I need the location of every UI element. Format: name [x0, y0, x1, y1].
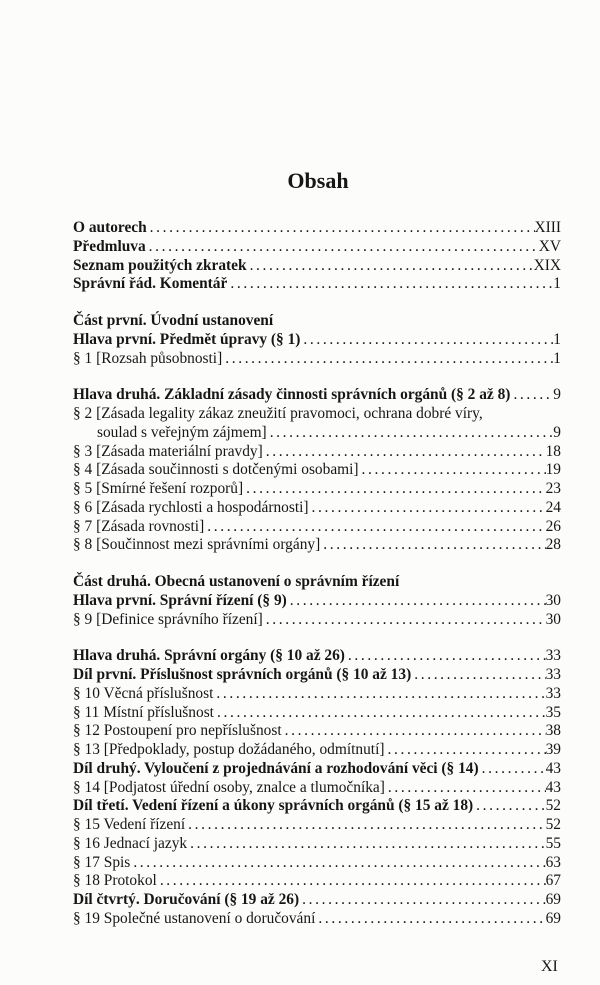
toc-entry[interactable]: [73, 779, 561, 798]
toc-page-number: 1: [553, 275, 561, 293]
toc-entry[interactable]: [73, 499, 561, 518]
dot-leader: [299, 891, 545, 910]
toc-entry-label: § 11 Místní příslušnost: [73, 703, 214, 721]
dot-leader: [345, 647, 546, 666]
toc-entry-label: § 7 [Zásada rovnosti]: [73, 517, 205, 535]
toc-entry[interactable]: [73, 611, 561, 630]
toc-page-number: 52: [545, 816, 561, 833]
toc-entry-label: Díl třetí. Vedení řízení a úkony správních orgánů (§ 15 až 18): [73, 797, 474, 815]
toc-page-number: 1: [553, 330, 561, 348]
dot-leader: [300, 331, 553, 350]
toc-entry[interactable]: [73, 461, 561, 480]
dot-leader: [204, 518, 545, 537]
dot-leader: [263, 611, 546, 630]
toc-entry-label: § 9 [Definice správního řízení]: [73, 610, 263, 628]
toc-entry[interactable]: [73, 424, 561, 443]
toc-entry[interactable]: [73, 816, 561, 835]
toc-entry-label: § 17 Spis: [73, 853, 131, 871]
toc-entry-label: § 4 [Zásada součinnosti s dotčenými osobami]: [73, 461, 359, 479]
toc-entry-label: § 8 [Součinnost mezi správními orgány]: [73, 536, 321, 554]
toc-entry[interactable]: [73, 443, 561, 462]
toc-entry-label: § 5 [Smírné řešení rozporů]: [73, 480, 244, 497]
toc-entry[interactable]: [73, 405, 561, 424]
dot-leader: [309, 499, 546, 518]
toc-page-number: XIX: [533, 256, 561, 274]
dot-leader: [130, 854, 545, 873]
toc-entry-label: § 13 [Předpoklady, postup dožádaného, odmítnutí]: [73, 741, 385, 758]
toc-entry[interactable]: [73, 704, 561, 723]
dot-leader: [315, 910, 545, 929]
section-gap: [73, 629, 561, 647]
toc-entry-label: soulad s veřejným zájmem]: [97, 423, 267, 441]
toc-page-number: 33: [545, 666, 561, 683]
toc-page-number: 23: [545, 480, 561, 497]
toc-page-number: 52: [545, 797, 561, 815]
dot-leader: [247, 257, 534, 276]
toc-page-number: 33: [545, 647, 561, 665]
toc-heading[interactable]: [73, 797, 561, 816]
toc-heading[interactable]: [73, 219, 561, 238]
toc-entry-label: Hlava první. Předmět úpravy (§ 1): [73, 330, 301, 348]
table-of-contents: [73, 219, 561, 929]
toc-entry-label: Správní řád. Komentář: [73, 275, 228, 293]
dot-leader: [227, 275, 553, 294]
toc-page-number: 38: [545, 722, 561, 740]
page-number: XI: [541, 958, 558, 975]
toc-entry-label: Předmluva: [73, 237, 146, 255]
dot-leader: [359, 461, 546, 480]
dot-leader: [479, 760, 546, 779]
toc-entry[interactable]: [73, 854, 561, 873]
toc-entry-label: § 3 [Zásada materiální pravdy]: [73, 442, 263, 460]
toc-heading[interactable]: [73, 666, 561, 685]
dot-leader: [146, 238, 539, 257]
toc-entry-label: § 14 [Podjatost úřední osoby, znalce a tlumočníka]: [73, 778, 385, 796]
toc-entry-label: Díl čtvrtý. Doručování (§ 19 až 26): [73, 891, 300, 908]
toc-page-number: 55: [545, 834, 561, 852]
toc-page-number: 28: [545, 536, 561, 554]
toc-heading[interactable]: [73, 257, 561, 276]
toc-page-number: 26: [545, 517, 561, 535]
toc-entry-label: § 18 Protokol: [73, 872, 157, 890]
toc-page-number: 69: [545, 891, 561, 908]
dot-leader: [473, 797, 545, 816]
toc-entry-label: § 2 [Zásada legality zákaz zneužití pravomoci, ochrana dobré víry,: [73, 405, 483, 422]
dot-leader: [384, 741, 545, 760]
section-gap: [73, 555, 561, 573]
section-gap: [73, 368, 561, 386]
toc-page-number: 39: [545, 741, 561, 758]
toc-page-number: 24: [545, 498, 561, 516]
toc-entry-label: Seznam použitých zkratek: [73, 256, 247, 274]
toc-heading[interactable]: [73, 891, 561, 910]
toc-heading[interactable]: [73, 312, 561, 331]
toc-page-number: 69: [545, 909, 561, 927]
toc-entry[interactable]: [73, 910, 561, 929]
toc-heading[interactable]: [73, 573, 561, 592]
toc-entry-label: § 15 Vedení řízení: [73, 816, 186, 833]
toc-entry-label: Hlava první. Správní řízení (§ 9): [73, 591, 287, 609]
toc-page-number: 35: [545, 703, 561, 721]
toc-heading[interactable]: [73, 386, 561, 405]
toc-entry-label: § 6 [Zásada rychlosti a hospodárnosti]: [73, 498, 309, 516]
dot-leader: [187, 835, 546, 854]
page-title: Obsah: [287, 168, 349, 193]
toc-heading[interactable]: [73, 275, 561, 294]
dot-leader: [411, 666, 545, 685]
toc-page-number: 9: [553, 386, 561, 404]
toc-entry-label: Díl druhý. Vyloučení z projednávání a rozhodování věci (§ 14): [73, 759, 479, 777]
toc-entry-label: O autorech: [73, 219, 147, 236]
toc-page-number: XV: [538, 237, 561, 255]
dot-leader: [157, 872, 546, 891]
dot-leader: [222, 350, 553, 369]
dot-leader: [282, 722, 546, 741]
dot-leader: [320, 536, 545, 555]
section-gap: [73, 294, 561, 312]
toc-entry[interactable]: [73, 350, 561, 369]
toc-page-number: 9: [553, 423, 561, 441]
toc-entry-label: Část druhá. Obecná ustanovení o správním řízení: [73, 573, 400, 590]
toc-page-number: XIII: [534, 219, 561, 236]
toc-heading[interactable]: [73, 331, 561, 350]
toc-page-number: 30: [545, 610, 561, 628]
toc-entry[interactable]: [73, 872, 561, 891]
toc-page-number: 19: [545, 461, 561, 479]
dot-leader: [147, 219, 535, 238]
toc-heading[interactable]: [73, 647, 561, 666]
toc-entry-label: § 1 [Rozsah působnosti]: [73, 349, 223, 367]
toc-page-number: 33: [545, 684, 561, 702]
toc-page-number: 43: [545, 759, 561, 777]
toc-entry-label: § 16 Jednací jazyk: [73, 834, 188, 852]
toc-entry-label: § 12 Postoupení pro nepříslušnost: [73, 722, 282, 740]
toc-entry[interactable]: [73, 536, 561, 555]
toc-entry[interactable]: [73, 685, 561, 704]
dot-leader: [510, 386, 553, 405]
toc-heading[interactable]: [73, 238, 561, 257]
toc-entry-label: § 10 Věcná příslušnost: [73, 684, 214, 702]
toc-page-number: 1: [553, 349, 561, 367]
toc-entry-label: § 19 Společné ustanovení o doručování: [73, 909, 316, 927]
toc-entry[interactable]: [73, 480, 561, 499]
dot-leader: [214, 704, 546, 723]
dot-leader: [267, 424, 554, 443]
toc-entry-label: Hlava druhá. Správní orgány (§ 10 až 26): [73, 647, 345, 665]
toc-entry[interactable]: [73, 518, 561, 537]
dot-leader: [287, 592, 546, 611]
toc-page-number: 43: [545, 778, 561, 796]
dot-leader: [213, 685, 545, 704]
toc-entry-label: Část první. Úvodní ustanovení: [73, 312, 274, 329]
toc-heading[interactable]: [73, 592, 561, 611]
dot-leader: [385, 779, 546, 798]
toc-entry[interactable]: [73, 722, 561, 741]
dot-leader: [263, 443, 546, 462]
dot-leader: [185, 816, 545, 835]
toc-entry[interactable]: [73, 741, 561, 760]
dot-leader: [243, 480, 546, 499]
toc-page-number: 63: [545, 853, 561, 871]
toc-page-number: 67: [545, 872, 561, 890]
toc-entry-label: Díl první. Příslušnost správních orgánů (§ 10 až 13): [73, 666, 412, 683]
toc-page-number: 18: [545, 442, 561, 460]
toc-page-number: 30: [545, 591, 561, 609]
toc-entry[interactable]: [73, 835, 561, 854]
toc-entry-label: Hlava druhá. Základní zásady činnosti správních orgánů (§ 2 až 8): [73, 386, 511, 404]
toc-heading[interactable]: [73, 760, 561, 779]
